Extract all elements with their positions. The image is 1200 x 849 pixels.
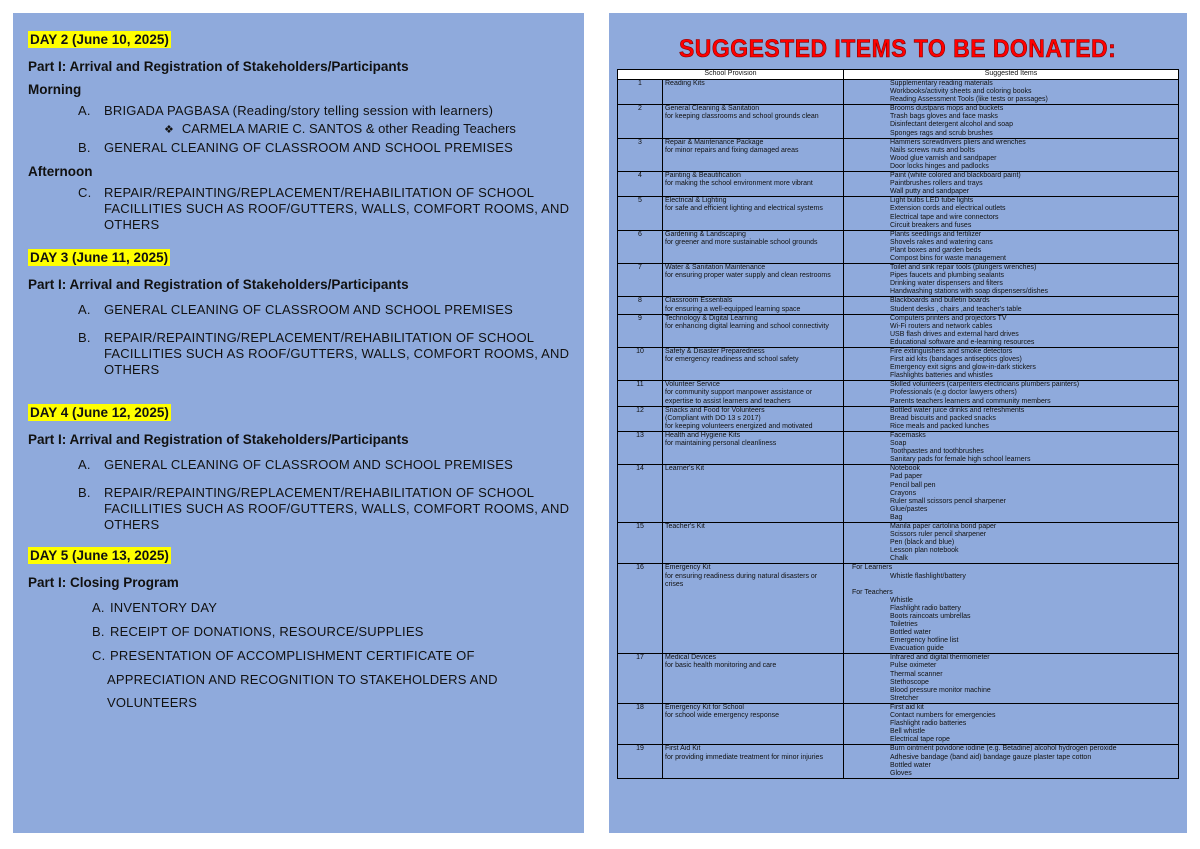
table-row bbox=[618, 80, 1179, 105]
provision-line: Repair & Maintenance Package bbox=[665, 138, 764, 146]
day-block bbox=[28, 404, 570, 533]
suggested-item: Gloves bbox=[890, 769, 912, 777]
provision-line: General Cleaning & Sanitation bbox=[665, 105, 760, 113]
suggested-item: Boots raincoats umbrellas bbox=[890, 612, 971, 620]
suggested-item: Professionals (e.g doctor lawyers others) bbox=[890, 389, 1017, 397]
suggested-item: Toilet and sink repair tools (plungers wrenches) bbox=[890, 264, 1037, 272]
table-row bbox=[618, 465, 1179, 523]
suggested-item: Chalk bbox=[890, 555, 908, 563]
item-text: REPAIR/REPAINTING/REPLACEMENT/REHABILITATION OF SCHOOL FACILLITIES SUCH AS ROOF/GUTTERS, WALLS, COMFORT ROOMS, AND OTHERS bbox=[104, 185, 570, 232]
item-text: GENERAL CLEANING OF CLASSROOM AND SCHOOL PREMISES bbox=[104, 302, 514, 317]
school-provision bbox=[663, 745, 844, 778]
suggested-item: Pen (black and blue) bbox=[890, 539, 955, 547]
suggested-item: Light bulbs LED tube lights bbox=[890, 197, 974, 205]
provision-line: for maintaining personal cleanliness bbox=[665, 440, 777, 448]
part-title: Part I: Arrival and Registration of Stakeholders/Participants bbox=[28, 432, 409, 447]
suggested-item: Emergency exit signs and glow-in-dark stickers bbox=[890, 364, 1036, 372]
day-block bbox=[28, 547, 570, 710]
provision-line: for greener and more sustainable school grounds bbox=[665, 238, 818, 246]
suggested-item: Infrared and digital thermometer bbox=[890, 654, 990, 662]
item-text: REPAIR/REPAINTING/REPLACEMENT/REHABILITATION OF SCHOOL FACILLITIES SUCH AS ROOF/GUTTERS, WALLS, COMFORT ROOMS, AND OTHERS bbox=[104, 330, 570, 377]
suggested-item: Stretcher bbox=[890, 694, 919, 702]
suggested-item: First aid kit bbox=[890, 703, 924, 711]
suggested-item: Wall putty and sandpaper bbox=[890, 188, 970, 196]
suggested-item: Extension cords and electrical outlets bbox=[890, 205, 1006, 213]
table-row bbox=[618, 348, 1179, 381]
item-text: PRESENTATION OF ACCOMPLISHMENT CERTIFICATE OF bbox=[110, 648, 475, 663]
suggested-item: Blackboards and bulletin boards bbox=[890, 297, 990, 305]
suggested-item: Wood glue varnish and sandpaper bbox=[890, 154, 997, 162]
row-number: 7 bbox=[618, 264, 663, 297]
period-label: Morning bbox=[28, 82, 82, 97]
suggested-items bbox=[844, 431, 1179, 464]
provision-line: Health and Hygiene Kits bbox=[665, 431, 741, 439]
suggested-item: Educational software and e-learning resources bbox=[890, 338, 1035, 346]
school-provision bbox=[663, 138, 844, 171]
school-provision bbox=[663, 406, 844, 431]
item-letter: B. bbox=[78, 330, 91, 345]
suggested-items bbox=[844, 348, 1179, 381]
row-number: 11 bbox=[618, 381, 663, 406]
provision-line: for keeping volunteers energized and motivated bbox=[665, 422, 813, 430]
suggested-item: Pulse oximeter bbox=[890, 662, 937, 670]
header-school-provision: School Provision bbox=[618, 70, 844, 80]
item-text: GENERAL CLEANING OF CLASSROOM AND SCHOOL PREMISES bbox=[104, 140, 514, 155]
provision-line: Teacher's Kit bbox=[665, 522, 705, 530]
suggested-item: Pad paper bbox=[890, 473, 923, 481]
suggested-items bbox=[844, 564, 1179, 654]
provision-line: Gardening & Landscaping bbox=[665, 230, 746, 238]
suggested-item: Stethoscope bbox=[890, 678, 929, 686]
row-number: 3 bbox=[618, 138, 663, 171]
list-item bbox=[28, 457, 570, 473]
school-provision bbox=[663, 264, 844, 297]
sub-item-text: CARMELA MARIE C. SANTOS & other Reading Teachers bbox=[181, 121, 516, 136]
item-letter: C. bbox=[92, 648, 106, 663]
day-title: DAY 4 (June 12, 2025) bbox=[30, 405, 169, 420]
suggested-item: Flashlight radio batteries bbox=[890, 720, 967, 728]
part-title: Part I: Closing Program bbox=[28, 575, 179, 590]
suggested-item: Brooms dustpans mops and buckets bbox=[890, 105, 1004, 113]
provision-line: Technology & Digital Learning bbox=[665, 314, 758, 322]
suggested-item: Drinking water dispensers and filters bbox=[890, 280, 1003, 288]
suggested-items bbox=[844, 745, 1179, 778]
suggested-item: Skilled volunteers (carpenters electricians plumbers painters) bbox=[890, 381, 1080, 389]
suggested-item: Blood pressure monitor machine bbox=[890, 686, 991, 694]
table-row bbox=[618, 230, 1179, 263]
suggested-item: Electrical tape and wire connectors bbox=[890, 213, 999, 221]
suggested-item: Manila paper cartolina bond paper bbox=[890, 522, 997, 530]
school-provision bbox=[663, 465, 844, 523]
table-row bbox=[618, 431, 1179, 464]
day-title: DAY 3 (June 11, 2025) bbox=[30, 250, 169, 265]
suggested-item: Sponges rags and scrub brushes bbox=[890, 129, 993, 137]
banner-title: SUGGESTED ITEMS TO BE DONATED: bbox=[679, 35, 1117, 63]
provision-line: for keeping classrooms and school grounds clean bbox=[665, 113, 819, 121]
school-provision bbox=[663, 314, 844, 347]
suggested-item: Compost bins for waste management bbox=[890, 254, 1006, 262]
provision-line: Classroom Essentials bbox=[665, 297, 733, 305]
row-number: 1 bbox=[618, 80, 663, 105]
list-item bbox=[28, 330, 570, 378]
school-provision bbox=[663, 381, 844, 406]
provision-line: for ensuring a well-equipped learning space bbox=[665, 305, 801, 313]
table-body bbox=[618, 80, 1179, 779]
item-letter: A. bbox=[78, 103, 91, 118]
school-provision bbox=[663, 230, 844, 263]
table-row bbox=[618, 197, 1179, 230]
period-label: Afternoon bbox=[28, 164, 93, 179]
suggested-item: Supplementary reading materials bbox=[890, 80, 993, 87]
item-letter: B. bbox=[78, 140, 91, 155]
item-continuation: APPRECIATION AND RECOGNITION TO STAKEHOLDERS AND bbox=[107, 672, 498, 687]
item-list bbox=[28, 185, 570, 233]
list-item bbox=[28, 485, 570, 533]
header-suggested-items: Suggested Items bbox=[844, 70, 1179, 80]
suggested-item: Toothpastes and toothbrushes bbox=[890, 448, 984, 456]
table-row bbox=[618, 138, 1179, 171]
suggested-items bbox=[844, 654, 1179, 704]
row-number: 9 bbox=[618, 314, 663, 347]
suggested-item: Plant boxes and garden beds bbox=[890, 246, 982, 254]
suggested-item: Adhesive bandage (band aid) bandage gauze plaster tape cotton bbox=[890, 753, 1092, 761]
suggested-item: Shovels rakes and watering cans bbox=[890, 238, 993, 246]
suggested-item: Facemasks bbox=[890, 431, 926, 439]
suggested-item: Circuit breakers and fuses bbox=[890, 221, 972, 229]
suggested-items bbox=[844, 105, 1179, 138]
table-row bbox=[618, 105, 1179, 138]
suggested-item: Evacuation guide bbox=[890, 645, 944, 653]
school-provision bbox=[663, 654, 844, 704]
day-title: DAY 2 (June 10, 2025) bbox=[30, 32, 169, 47]
table-row bbox=[618, 264, 1179, 297]
school-provision bbox=[663, 197, 844, 230]
suggested-item: Rice meals and packed lunches bbox=[890, 422, 989, 430]
school-provision bbox=[663, 105, 844, 138]
list-item bbox=[28, 103, 570, 119]
item-group-label: For Learners bbox=[852, 564, 893, 572]
list-item bbox=[28, 185, 570, 233]
item-letter: A. bbox=[78, 457, 91, 472]
suggested-item: Toiletries bbox=[890, 621, 918, 628]
item-continuation: VOLUNTEERS bbox=[107, 695, 198, 710]
suggested-item: Nails screws nuts and bolts bbox=[890, 146, 975, 154]
provision-line: Snacks and Food for Volunteers bbox=[665, 406, 765, 414]
item-text: REPAIR/REPAINTING/REPLACEMENT/REHABILITATION OF SCHOOL FACILLITIES SUCH AS ROOF/GUTTERS, WALLS, COMFORT ROOMS, AND OTHERS bbox=[104, 485, 570, 532]
suggested-item: Soap bbox=[890, 440, 907, 448]
row-number: 5 bbox=[618, 197, 663, 230]
provision-line: for basic health monitoring and care bbox=[665, 662, 777, 670]
suggested-item: Trash bags gloves and face masks bbox=[890, 113, 998, 121]
list-item bbox=[28, 648, 570, 664]
table-row bbox=[618, 564, 1179, 654]
suggested-items bbox=[844, 230, 1179, 263]
item-group-label: For Teachers bbox=[852, 588, 893, 596]
suggested-item: Workbooks/activity sheets and coloring books bbox=[890, 88, 1032, 96]
suggested-item: Student desks , chairs ,and teacher's table bbox=[890, 305, 1022, 313]
part-title: Part I: Arrival and Registration of Stakeholders/Participants bbox=[28, 59, 409, 74]
table-row bbox=[618, 381, 1179, 406]
provision-line: for school wide emergency response bbox=[665, 712, 780, 720]
suggested-item: Thermal scanner bbox=[890, 670, 943, 678]
list-item bbox=[28, 302, 570, 318]
suggested-item: Contact numbers for emergencies bbox=[890, 712, 996, 720]
schedule-panel bbox=[13, 13, 584, 833]
row-number: 13 bbox=[618, 431, 663, 464]
day-block bbox=[28, 249, 570, 378]
item-list bbox=[28, 302, 570, 378]
suggested-item: Reading Assessment Tools (like tests or passages) bbox=[890, 96, 1048, 104]
item-list bbox=[28, 600, 570, 710]
suggested-item: Plants seedlings and fertilizer bbox=[890, 230, 982, 238]
row-number: 4 bbox=[618, 172, 663, 197]
suggested-item: Handwashing stations with soap dispensers/dishes bbox=[890, 288, 1048, 296]
day-title: DAY 5 (June 13, 2025) bbox=[30, 548, 169, 563]
row-number: 16 bbox=[618, 564, 663, 654]
suggested-item: Bottled water bbox=[890, 629, 931, 637]
suggested-item: Disinfectant detergent alcohol and soap bbox=[890, 121, 1013, 129]
list-item bbox=[28, 600, 570, 616]
suggested-items bbox=[844, 80, 1179, 105]
item-letter: B. bbox=[92, 624, 105, 639]
school-provision bbox=[663, 431, 844, 464]
suggested-item: Emergency hotline list bbox=[890, 637, 959, 645]
row-number: 6 bbox=[618, 230, 663, 263]
suggested-item: Hammers screwdrivers pliers and wrenches bbox=[890, 138, 1026, 146]
row-number: 17 bbox=[618, 654, 663, 704]
suggested-item: Lesson plan notebook bbox=[890, 547, 959, 555]
suggested-items bbox=[844, 465, 1179, 523]
row-number: 19 bbox=[618, 745, 663, 778]
item-list bbox=[28, 457, 570, 533]
suggested-item: Bottled water juice drinks and refreshments bbox=[890, 406, 1025, 414]
donation-table bbox=[617, 69, 1179, 779]
donation-panel bbox=[609, 13, 1187, 833]
item-letter: C. bbox=[78, 185, 92, 200]
suggested-items bbox=[844, 522, 1179, 563]
suggested-items bbox=[844, 172, 1179, 197]
provision-line: for ensuring proper water supply and clean restrooms bbox=[665, 272, 831, 280]
provision-line: First Aid Kit bbox=[665, 745, 701, 753]
suggested-item: First aid kits (bandages antiseptics gloves) bbox=[890, 356, 1022, 364]
table-row bbox=[618, 406, 1179, 431]
provision-line: Water & Sanitation Maintenance bbox=[665, 264, 766, 272]
row-number: 10 bbox=[618, 348, 663, 381]
table-row bbox=[618, 297, 1179, 314]
suggested-item: Fire extinguishers and smoke detectors bbox=[890, 348, 1013, 355]
suggested-item: Whistle flashlight/battery bbox=[890, 572, 966, 580]
suggested-items bbox=[844, 314, 1179, 347]
provision-line: Learner's Kit bbox=[665, 465, 705, 473]
table-row bbox=[618, 522, 1179, 563]
row-number: 2 bbox=[618, 105, 663, 138]
provision-line: Volunteer Service bbox=[665, 381, 720, 389]
provision-line: Emergency Kit bbox=[665, 564, 711, 572]
provision-line: Reading Kits bbox=[665, 80, 705, 87]
table-row bbox=[618, 703, 1179, 744]
provision-line: Painting & Beautification bbox=[665, 172, 741, 180]
school-provision bbox=[663, 348, 844, 381]
suggested-item: Scissors ruler pencil sharpener bbox=[890, 531, 987, 539]
suggested-item: Pencil ball pen bbox=[890, 481, 936, 489]
item-list bbox=[28, 103, 570, 156]
row-number: 18 bbox=[618, 703, 663, 744]
provision-line: for community support manpower assistance or bbox=[665, 389, 813, 397]
provision-line: for enhancing digital learning and school connectivity bbox=[665, 322, 829, 330]
row-number: 8 bbox=[618, 297, 663, 314]
row-number: 14 bbox=[618, 465, 663, 523]
provision-line: Electrical & Lighting bbox=[665, 197, 727, 205]
suggested-item: Crayons bbox=[890, 489, 917, 497]
table-header-row bbox=[618, 70, 1179, 80]
banner bbox=[617, 35, 1179, 69]
item-text: INVENTORY DAY bbox=[110, 600, 218, 615]
school-provision bbox=[663, 297, 844, 314]
provision-line: Emergency Kit for School bbox=[665, 703, 744, 711]
day-block bbox=[28, 31, 570, 233]
suggested-item: USB flash drives and external hard drives bbox=[890, 330, 1019, 338]
item-text: RECEIPT OF DONATIONS, RESOURCE/SUPPLIES bbox=[110, 624, 424, 639]
suggested-item: Flashlights batteries and whistles bbox=[890, 372, 993, 380]
item-text: BRIGADA PAGBASA (Reading/story telling session with learners) bbox=[104, 103, 494, 118]
suggested-item: Flashlight radio battery bbox=[890, 604, 961, 612]
diamond-bullet-icon: ❖ bbox=[164, 124, 174, 136]
provision-line: for minor repairs and fixing damaged areas bbox=[665, 146, 799, 154]
table-row bbox=[618, 314, 1179, 347]
table-row bbox=[618, 654, 1179, 704]
provision-line: for ensuring readiness during natural disasters or bbox=[665, 572, 818, 580]
suggested-item: Electrical tape rope bbox=[890, 736, 950, 744]
item-letter: B. bbox=[78, 485, 91, 500]
item-letter: A. bbox=[78, 302, 91, 317]
suggested-item: Parents teachers learners and community members bbox=[890, 397, 1051, 405]
suggested-item: Bag bbox=[890, 513, 903, 521]
suggested-items bbox=[844, 197, 1179, 230]
provision-line: crises bbox=[665, 580, 684, 588]
suggested-item: Bread biscuits and packed snacks bbox=[890, 414, 996, 422]
provision-line: for providing immediate treatment for minor injuries bbox=[665, 753, 823, 761]
provision-line: Medical Devices bbox=[665, 654, 716, 662]
school-provision bbox=[663, 703, 844, 744]
suggested-item: Door locks hinges and padlocks bbox=[890, 162, 989, 170]
item-text: GENERAL CLEANING OF CLASSROOM AND SCHOOL PREMISES bbox=[104, 457, 514, 472]
suggested-item: Whistle bbox=[890, 596, 913, 604]
suggested-item: Bell whistle bbox=[890, 728, 926, 736]
suggested-item: Bottled water bbox=[890, 761, 931, 769]
suggested-item: Paint (white colored and blackboard paint) bbox=[890, 172, 1021, 180]
row-number: 15 bbox=[618, 522, 663, 563]
list-item bbox=[28, 140, 570, 156]
suggested-item: Glue/pastes bbox=[890, 505, 928, 513]
item-letter: A. bbox=[92, 600, 105, 615]
school-provision bbox=[663, 522, 844, 563]
provision-line: (Compliant with DO 13 s 2017) bbox=[665, 414, 761, 422]
suggested-item: Paintbrushes rollers and trays bbox=[890, 180, 983, 188]
suggested-item: Sanitary pads for female high school learners bbox=[890, 456, 1031, 464]
provision-line: for emergency readiness and school safety bbox=[665, 356, 799, 364]
school-provision bbox=[663, 564, 844, 654]
provision-line: for making the school environment more vibrant bbox=[665, 180, 813, 188]
suggested-items bbox=[844, 264, 1179, 297]
suggested-items bbox=[844, 703, 1179, 744]
list-item bbox=[28, 624, 570, 640]
suggested-items bbox=[844, 297, 1179, 314]
suggested-item: Burn ointment povidone iodine (e.g. Betadine) alcohol hydrogen peroxide bbox=[890, 745, 1117, 753]
provision-line: for safe and efficient lighting and electrical systems bbox=[665, 205, 823, 213]
suggested-item: Notebook bbox=[890, 465, 920, 473]
provision-line: Safety & Disaster Preparedness bbox=[665, 348, 765, 355]
school-provision bbox=[663, 80, 844, 105]
table-row bbox=[618, 172, 1179, 197]
suggested-items bbox=[844, 406, 1179, 431]
school-provision bbox=[663, 172, 844, 197]
suggested-item: Ruler small scissors pencil sharpener bbox=[890, 497, 1006, 505]
suggested-item: Wi-Fi routers and network cables bbox=[890, 322, 993, 330]
suggested-items bbox=[844, 138, 1179, 171]
suggested-item: Computers printers and projectors TV bbox=[890, 314, 1007, 322]
suggested-item: Pipes faucets and plumbing sealants bbox=[890, 272, 1005, 280]
sub-item bbox=[28, 121, 570, 138]
provision-line: expertise to assist learners and teachers bbox=[665, 397, 791, 405]
suggested-items bbox=[844, 381, 1179, 406]
table-row bbox=[618, 745, 1179, 778]
part-title: Part I: Arrival and Registration of Stakeholders/Participants bbox=[28, 277, 409, 292]
row-number: 12 bbox=[618, 406, 663, 431]
